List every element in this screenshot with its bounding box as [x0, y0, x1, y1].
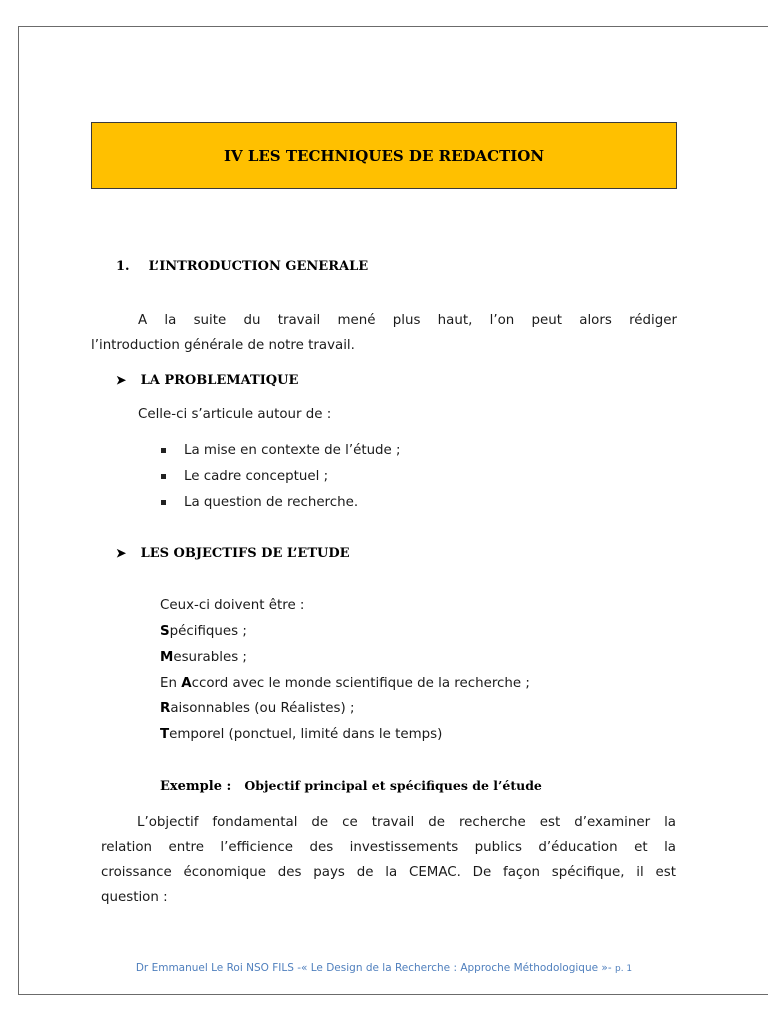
list-item: La mise en contexte de l’étude ; — [161, 443, 401, 458]
exemple-heading — [160, 778, 542, 794]
section-heading — [116, 259, 368, 274]
problematique-lead: Celle-ci s’articule autour de : — [138, 407, 332, 422]
paragraph-line: relation entre l’efficience des investissements publics d’éducation et la — [101, 840, 676, 855]
smart-item: Mesurables ; — [160, 650, 247, 665]
page-title: IV LES TECHNIQUES DE REDACTION — [223, 146, 545, 165]
list-item: La question de recherche. — [161, 495, 358, 510]
intro-paragraph — [91, 308, 677, 358]
objectifs-heading: ➤ LES OBJECTIFS DE L’ETUDE — [116, 546, 350, 561]
square-bullet-icon — [161, 500, 166, 505]
list-item: Le cadre conceptuel ; — [161, 469, 328, 484]
exemple-text: Objectif principal et spécifiques de l’étude — [244, 778, 542, 793]
problematique-heading: ➤ LA PROBLEMATIQUE — [116, 373, 299, 388]
paragraph-line: croissance économique des pays de la CEMAC. De façon spécifique, il est — [101, 865, 676, 880]
exemple-label: Exemple : — [160, 779, 232, 794]
page-footer — [0, 962, 768, 974]
page-number: p. 1 — [614, 964, 633, 974]
section-number: 1. — [116, 259, 130, 274]
paragraph-line: l’introduction générale de notre travail. — [91, 338, 355, 353]
exemple-paragraph — [101, 810, 676, 910]
paragraph-line: L’objectif fondamental de ce travail de recherche est d’examiner la — [137, 815, 676, 830]
paragraph-line: A la suite du travail mené plus haut, l’on peut alors rédiger — [138, 313, 677, 328]
footer-text: Dr Emmanuel Le Roi NSO FILS -« Le Design de la Recherche : Approche Méthodologique »- — [135, 962, 612, 974]
arrow-bullet-icon: ➤ — [116, 373, 127, 387]
paragraph-line: question : — [101, 890, 168, 905]
section-title: L’INTRODUCTION GENERALE — [148, 259, 369, 274]
square-bullet-icon — [161, 474, 166, 479]
smart-item: Spécifiques ; — [160, 624, 247, 639]
arrow-bullet-icon: ➤ — [116, 546, 127, 560]
square-bullet-icon — [161, 448, 166, 453]
smart-item: Temporel (ponctuel, limité dans le temps) — [160, 727, 443, 742]
smart-item: Raisonnables (ou Réalistes) ; — [160, 701, 355, 716]
smart-item: En Accord avec le monde scientifique de la recherche ; — [160, 676, 530, 691]
title-banner — [91, 122, 677, 189]
objectifs-lead: Ceux-ci doivent être : — [160, 598, 305, 613]
